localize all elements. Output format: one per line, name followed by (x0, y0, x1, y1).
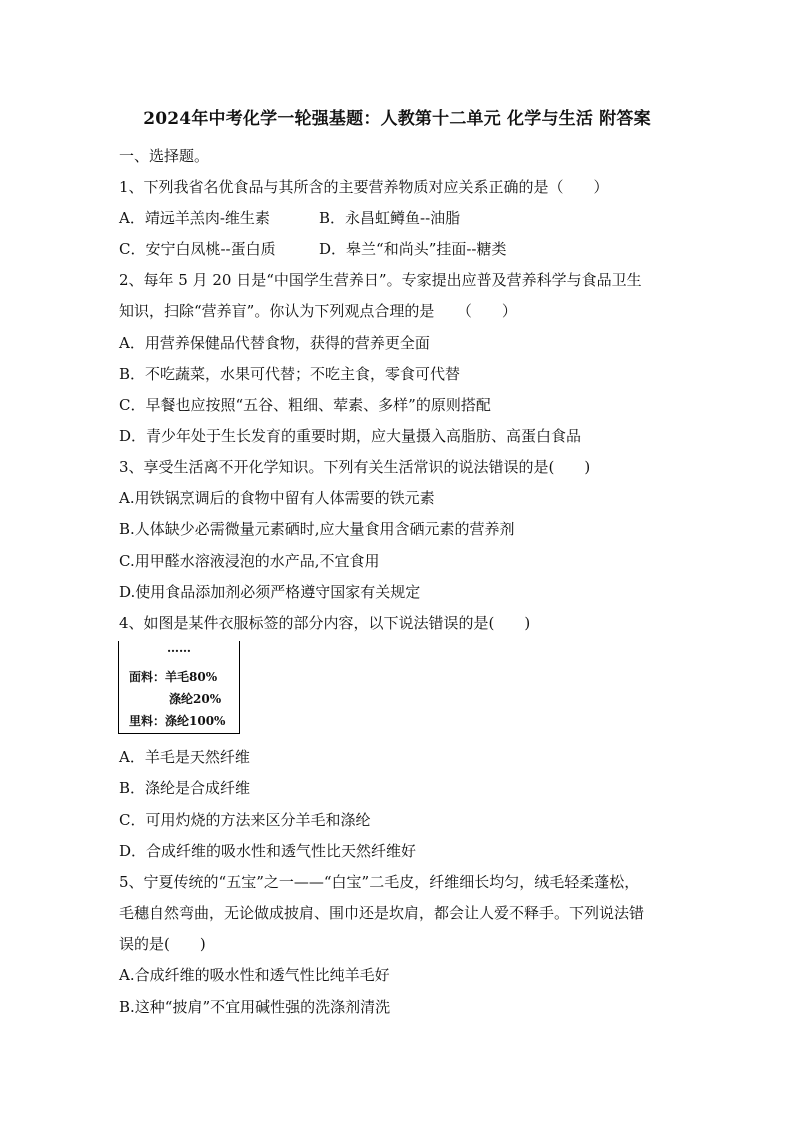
question-1-option-a: A．靖远羊羔肉-维生素 (119, 209, 270, 227)
question-2-option-a: A．用营养保健品代替食物，获得的营养更全面 (119, 334, 430, 352)
label-polyester-line: 涤纶20% (169, 692, 222, 706)
label-fabric-line: 面料：羊毛80% (129, 670, 218, 684)
question-4-stem: 4、如图是某件衣服标签的部分内容，以下说法错误的是( ) (119, 614, 531, 632)
question-3-option-d: D.使用食品添加剂必须严格遵守国家有关规定 (119, 583, 421, 601)
question-1-option-d: D．皋兰“和尚头”挂面--糖类 (319, 240, 507, 258)
question-2-option-c: C．早餐也应按照“五谷、粗细、荤素、多样”的原则搭配 (119, 396, 491, 414)
question-4-option-c: C．可用灼烧的方法来区分羊毛和涤纶 (119, 811, 371, 829)
clothing-label-figure (118, 641, 240, 734)
question-2-stem-line-2: 知识，扫除“营养盲”。你认为下列观点合理的是 （ ） (119, 302, 517, 320)
question-2-option-d: D．青少年处于生长发育的重要时期，应大量摄入高脂肪、高蛋白食品 (119, 427, 582, 445)
question-1-option-c: C．安宁白凤桃--蛋白质 (119, 240, 276, 258)
question-4-option-d: D．合成纤维的吸水性和透气性比天然纤维好 (119, 842, 417, 860)
question-3-option-c: C.用甲醛水溶液浸泡的水产品,不宜食用 (119, 552, 380, 570)
question-5-option-a: A.合成纤维的吸水性和透气性比纯羊毛好 (119, 966, 390, 984)
label-lining-line: 里料：涤纶100% (129, 714, 226, 728)
question-5-stem-line-3: 误的是( ) (119, 935, 206, 953)
label-ellipsis: …… (167, 641, 191, 655)
question-4-option-b: B．涤纶是合成纤维 (119, 779, 251, 797)
document-title: 2024年中考化学一轮强基题：人教第十二单元 化学与生活 附答案 (143, 109, 651, 129)
question-5-stem-line-1: 5、宁夏传统的“五宝”之一——“白宝”二毛皮，纤维细长均匀，绒毛轻柔蓬松， (119, 873, 640, 891)
question-5-option-b: B.这种“披肩”不宜用碱性强的洗涤剂清洗 (119, 998, 391, 1016)
question-2-option-b: B．不吃蔬菜，水果可代替；不吃主食，零食可代替 (119, 365, 461, 383)
question-3-stem: 3、享受生活离不开化学知识。下列有关生活常识的说法错误的是( ) (119, 458, 591, 476)
question-5-stem-line-2: 毛穗自然弯曲，无论做成披肩、围巾还是坎肩，都会让人爱不释手。下列说法错 (119, 904, 645, 922)
section-heading: 一、选择题。 (119, 147, 210, 165)
question-1-stem: 1、下列我省名优食品与其所含的主要营养物质对应关系正确的是（ ） (119, 178, 609, 196)
question-3-option-b: B.人体缺少必需微量元素硒时,应大量食用含硒元素的营养剂 (119, 520, 515, 538)
question-1-option-b: B．永昌虹鳟鱼--油脂 (319, 209, 461, 227)
question-4-option-a: A．羊毛是天然纤维 (119, 748, 250, 766)
question-3-option-a: A.用铁锅烹调后的食物中留有人体需要的铁元素 (119, 489, 435, 507)
question-2-stem-line-1: 2、每年 5 月 20 日是“中国学生营养日”。专家提出应普及营养科学与食品卫生 (119, 271, 642, 289)
